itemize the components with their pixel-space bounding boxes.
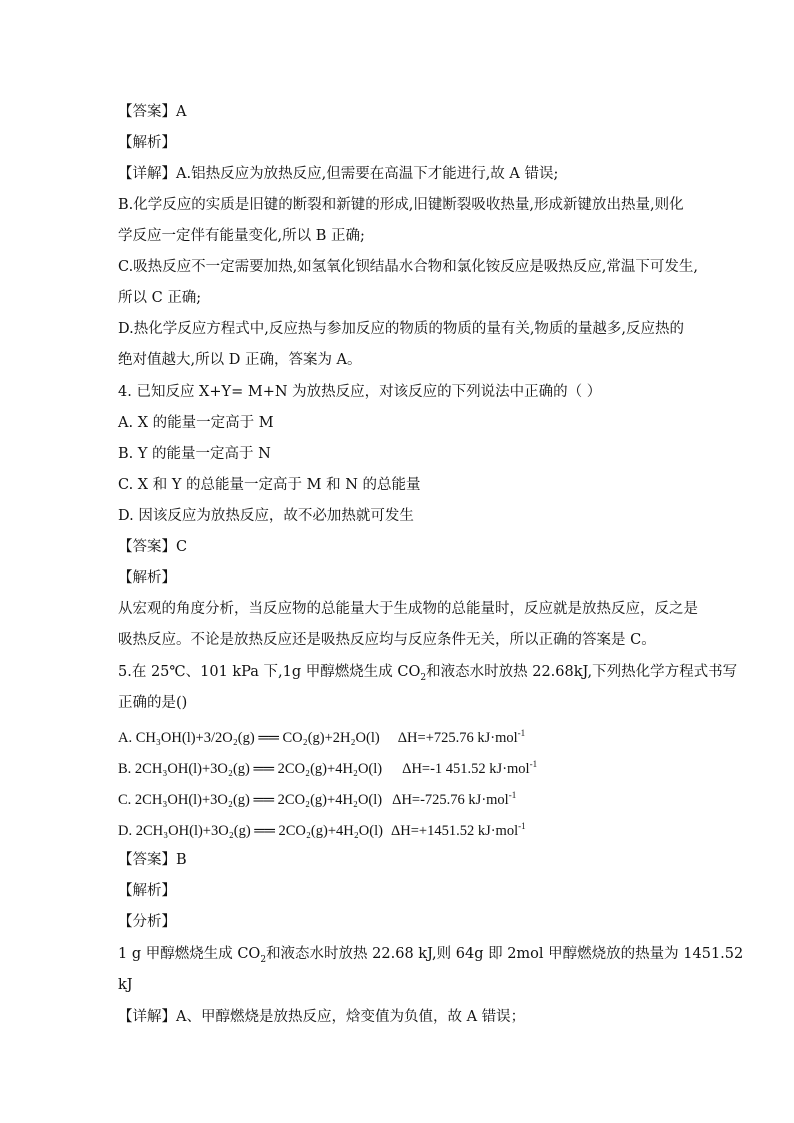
superscript: -1 [508, 790, 517, 801]
equation: 2CH₃OH(l)+3O₂(g) ══ 2CO₂(g)+4H₂O(l) [134, 761, 383, 777]
equation: CH₃OH(l)+3/2O₂(g) ══ CO₂(g)+2H₂O(l) [135, 730, 380, 746]
question-5-stem-cont: 正确的是() [118, 695, 188, 711]
detail-line: C.吸热反应不一定需要加热,如氢氧化钡结晶水合物和氯化铵反应是吸热反应,常温下可发生, [118, 259, 699, 275]
question-5-option-c [118, 790, 678, 810]
detail-line: 绝对值越大,所以 D 正确，答案为 A。 [118, 352, 362, 368]
option-label: D. [118, 823, 136, 839]
superscript: -1 [529, 759, 538, 770]
question-4-option-c: C. X 和 Y 的总能量一定高于 M 和 N 的总能量 [118, 477, 421, 493]
answer-label: 【答案】A [118, 104, 187, 120]
question-5-stem-part: 和液态水时放热 22.68kJ,下列热化学方程式书写 [426, 664, 738, 680]
answer-label: 【答案】C [118, 539, 188, 555]
question-5-option-d [118, 821, 678, 841]
superscript: -1 [518, 821, 526, 832]
question-4-option-b: B. Y 的能量一定高于 N [118, 446, 271, 462]
equation: 2CH₃OH(l)+3O₂(g) ══ 2CO₂(g)+4H₂O(l) [134, 792, 383, 808]
enthalpy-change: ΔH=+1451.52 kJ·mol [390, 823, 519, 839]
analysis-line [118, 944, 744, 965]
question-5-option-b [118, 759, 678, 779]
superscript: -1 [517, 728, 526, 739]
analysis-line: kJ [118, 977, 133, 993]
question-4-option-d: D. 因该反应为放热反应，故不必加热就可发生 [118, 508, 414, 524]
question-5-option-a [118, 728, 678, 748]
equation: 2CH₃OH(l)+3O₂(g) ══ 2CO₂(g)+4H₂O(l) [135, 823, 383, 839]
analysis-label: 【解析】 [118, 135, 176, 151]
answer-label: 【答案】B [118, 852, 187, 868]
analysis-label: 【解析】 [118, 570, 176, 586]
analysis-subheading: 【分析】 [118, 914, 176, 930]
enthalpy-change: ΔH=-725.76 kJ·mol [392, 792, 509, 808]
option-label: B. [118, 761, 135, 777]
detail-line: 学反应一定伴有能量变化,所以 B 正确; [118, 228, 365, 244]
analysis-line-part: 1 g 甲醇燃烧生成 CO [118, 946, 261, 962]
question-5-stem-part: 5.在 25℃、101 kPa 下,1g 甲醇燃烧生成 CO [118, 664, 421, 680]
analysis-line-part: 和液态水时放热 22.68 kJ,则 64g 即 2mol 甲醇燃烧放的热量为 1451.52 [266, 946, 744, 962]
subscript: 2 [260, 954, 267, 965]
option-label: C. [118, 792, 135, 808]
subscript: 2 [420, 672, 427, 683]
analysis-line: 吸热反应。不论是放热反应还是吸热反应均与反应条件无关，所以正确的答案是 C。 [118, 632, 656, 648]
enthalpy-change: ΔH=+725.76 kJ·mol [397, 730, 518, 746]
detail-line: 所以 C 正确; [118, 290, 202, 306]
detail-line: 【详解】A、甲醇燃烧是放热反应，焓变值为负值，故 A 错误； [118, 1009, 526, 1025]
analysis-label: 【解析】 [118, 883, 176, 899]
question-5-stem [118, 662, 738, 683]
question-4-stem: 4. 已知反应 X+Y= M+N 为放热反应，对该反应的下列说法中正确的（ ） [118, 384, 602, 400]
detail-line: B.化学反应的实质是旧键的断裂和新键的形成,旧键断裂吸收热量,形成新键放出热量,则化 [118, 197, 684, 213]
detail-line: 【详解】A.铝热反应为放热反应,但需要在高温下才能进行,故 A 错误; [118, 166, 559, 182]
analysis-line: 从宏观的角度分析，当反应物的总能量大于生成物的总能量时，反应就是放热反应，反之是 [118, 601, 698, 617]
option-label: A. [118, 730, 136, 746]
question-4-option-a: A. X 的能量一定高于 M [118, 415, 274, 431]
detail-line: D.热化学反应方程式中,反应热与参加反应的物质的物质的量有关,物质的量越多,反应热的 [118, 321, 685, 337]
enthalpy-change: ΔH=-1 451.52 kJ·mol [402, 761, 530, 777]
